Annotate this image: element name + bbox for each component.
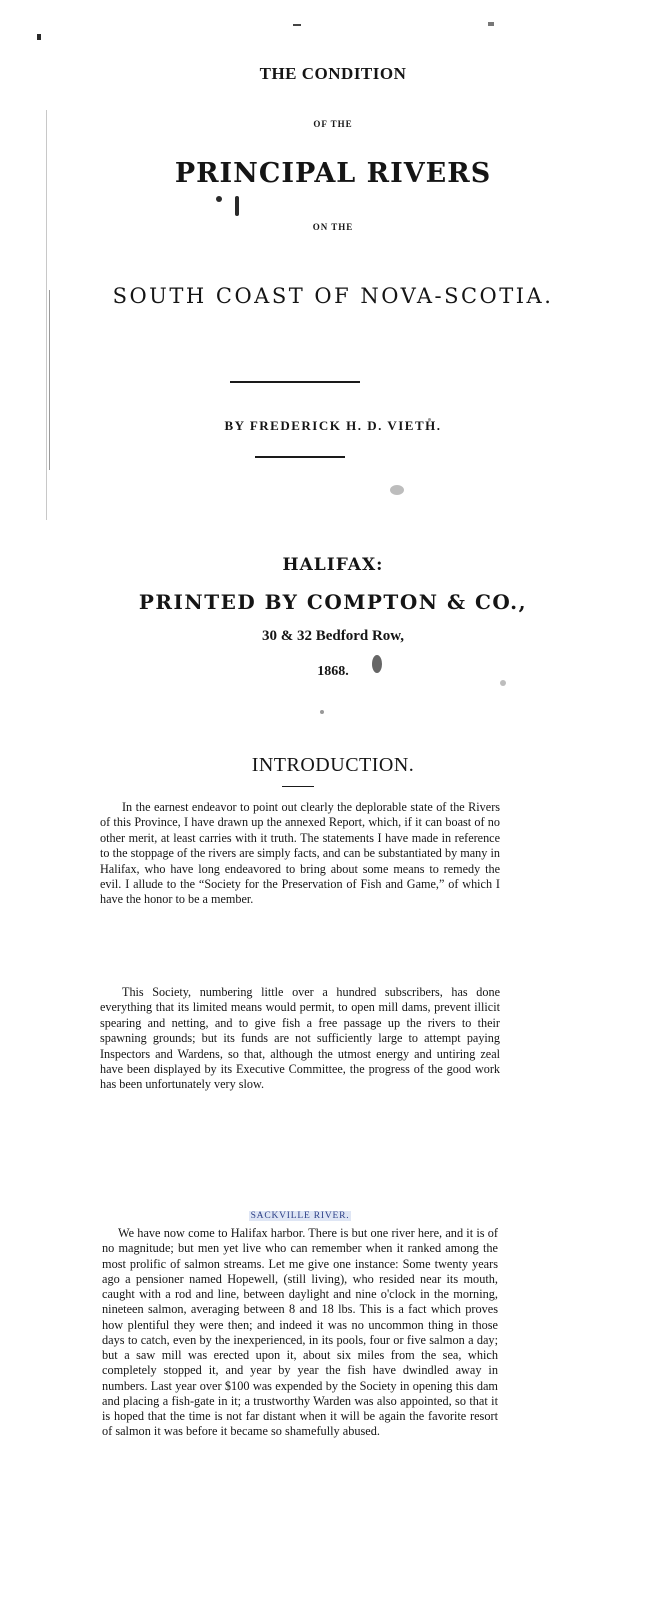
introduction-paragraph-2: [100, 985, 500, 1093]
title-line-1: THE CONDITION: [259, 64, 407, 83]
imprint-year: 1868.: [317, 664, 349, 679]
scan-mark: [37, 34, 41, 40]
imprint-address: 30 & 32 Bedford Row,: [261, 628, 405, 644]
title-line-3: PRINCIPAL RIVERS: [174, 158, 492, 189]
highlighted-heading-text: SACKVILLE RIVER.: [250, 1211, 350, 1221]
author-line: BY FREDERICK H. D. VIETH.: [224, 418, 442, 433]
paragraph-text: In the earnest endeavor to point out clearly the deplorable state of the Rivers of this Province, I have drawn up the annexed Report, which, if it can boast of no other merit, at least carries with it truth. The statements I have made in reference to the stoppage of the rivers are simply facts, and can be substantiated by many in Halifax, who have long endeavored to bring about some means to remedy the evil. I allude to the “Society for the Preservation of Fish and Game,” of which I have the honor to be a member.: [100, 800, 500, 907]
introduction-heading: INTRODUCTION.: [251, 754, 415, 776]
sackville-paragraph: [102, 1226, 498, 1440]
introduction-paragraph-1: [100, 800, 500, 908]
ink-blot: [235, 196, 239, 216]
title-line-5: SOUTH COAST OF NOVA-SCOTIA.: [112, 284, 554, 308]
sackville-heading: [0, 1211, 600, 1221]
scan-mark: [293, 24, 301, 26]
title-rule: [230, 381, 360, 383]
imprint-place: HALIFAX:: [282, 555, 384, 575]
paragraph-text: This Society, numbering little over a hundred subscribers, has done everything that its limited means would permit, to open mill dams, prevent illicit spearing and netting, and to give fish a free passage up the rivers to their spawning grounds; but its funds are not sufficiently large to attempt paying Inspectors and Wardens, so that, although the utmost energy and untiring zeal have been displayed by its Executive Committee, the progress of the good work has been unfortunately very slow.: [100, 985, 500, 1092]
title-line-4: ON THE: [312, 222, 354, 232]
ink-blot: [216, 196, 222, 202]
title-line-2: OF THE: [313, 119, 353, 129]
paragraph-text: We have now come to Halifax harbor. There is but one river here, and it is of no magnitude; but men yet live who can remember when it ranked among the most prolific of salmon streams. Let me give one instance: Some twenty years ago a pensioner named Hopewell, (still living), who resided near its mouth, caught with a rod and line, between daylight and nine o'clock in the morning, nineteen salmon, averaging between 8 and 18 lbs. This is a fact which proves how plentiful they were then; and indeed it was no uncommon thing in those days to catch, even by the inexperienced, in its pools, four or five salmon a day; but a saw mill was erected upon it, about six miles from the sea, which completely stopped it, and year by year the fish have dwindled away in numbers. Last year over $100 was expended by the Society in opening this dam and placing a fish-gate in it; a trustworthy Warden was also appointed, so that it is hoped that the time is not far distant when it will be again the favorite resort of salmon it was before it became so shamefully abused.: [102, 1226, 498, 1439]
imprint-printer: PRINTED BY COMPTON & CO.,: [138, 590, 528, 614]
paper-speck: [500, 680, 506, 686]
scan-mark: [488, 22, 494, 26]
paper-speck: [390, 485, 404, 495]
author-rule: [255, 456, 345, 458]
scan-margin-line: [49, 290, 50, 470]
introduction-rule: [282, 786, 314, 787]
paper-speck: [320, 710, 324, 714]
